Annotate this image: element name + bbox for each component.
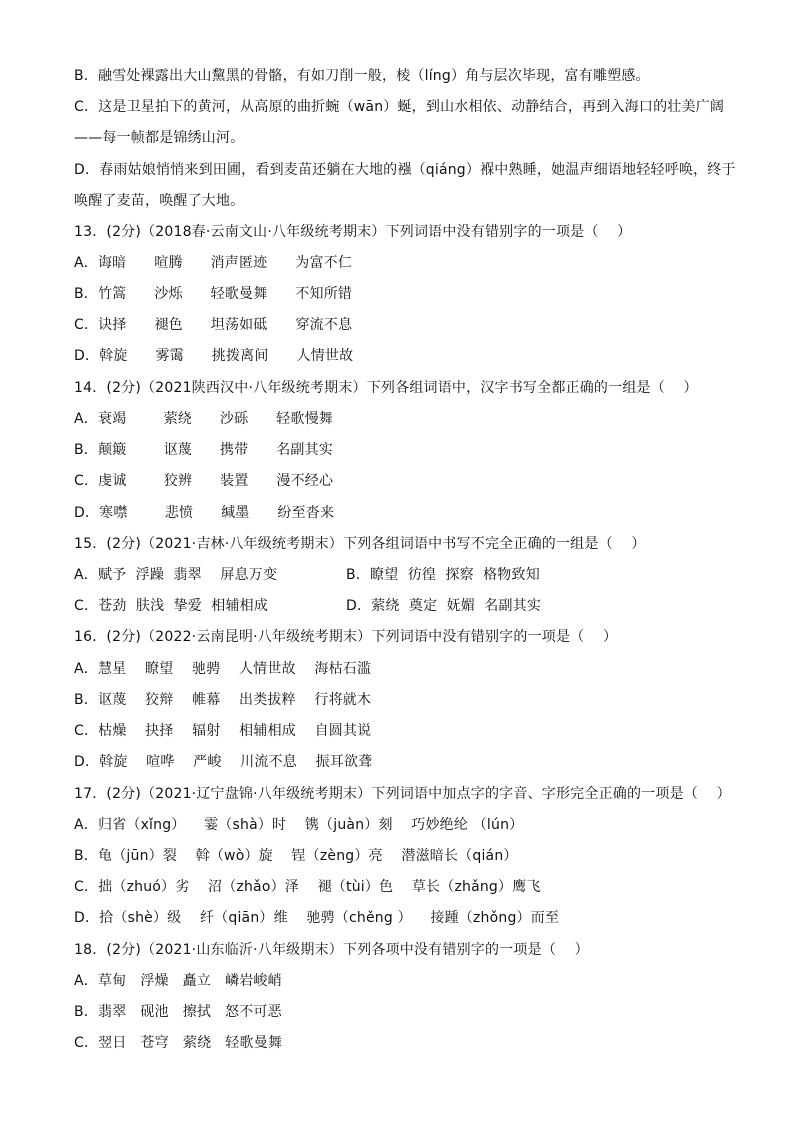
q18-option-c: C．翌日 苍穹 萦绕 轻歌曼舞: [74, 1035, 283, 1051]
q13-option-a: A．诲暗 喧腾 消声匿迹 为富不仁: [74, 255, 353, 271]
q18-option-b: B．翡翠 砚池 擦拭 怒不可恶: [74, 1004, 282, 1020]
q14-option-b: B．颠簸 讴蔑 携带 名副其实: [74, 442, 334, 458]
q14-stem: 14．(2分)（2021陕西汉中·八年级统考期末）下列各组词语中，汉字书写全都正确的一组是（ ）: [74, 380, 698, 396]
q15-option-a: A．赋予 浮躁 翡翠 屏息万变: [74, 567, 278, 583]
q16-option-a: A．慧星 瞭望 驰骋 人情世故 海枯石滥: [74, 661, 372, 677]
q13-option-d: D．斡旋 雾霭 挑拨离间 人情世故: [74, 348, 354, 364]
q15-option-c: C．苍劲 肤浅 挚爱 相辅相成: [74, 598, 269, 614]
q16-option-b: B．讴蔑 狡辩 帷幕 出类拔粹 行将就木: [74, 692, 372, 708]
q18-stem: 18．(2分)（2021·山东临沂·八年级期末）下列各项中没有错别字的一项是（ ）: [74, 942, 589, 958]
q12-option-c-line2: ——每一帧都是锦绣山河。: [74, 130, 245, 146]
q12-option-d-line2: 唤醒了麦苗，唤醒了大地。: [74, 193, 245, 209]
q16-stem: 16．(2分)（2022·云南昆明·八年级统考期末）下列词语中没有错别字的一项是（ ）: [74, 629, 618, 645]
q15-option-b: B．瞭望 彷徨 探察 格物致知: [346, 567, 540, 583]
q17-option-a: A．归省（xǐng） 霎（shà）时 镌（juàn）刻 巧妙绝纶 （lún）: [74, 817, 524, 833]
q17-option-c: C．拙（zhuó）劣 沼（zhǎo）泽 褪（tùi）色 草长（zhǎng）鹰飞: [74, 879, 541, 895]
q12-option-d-line1: D．春雨姑娘悄悄来到田圃，看到麦苗还躺在大地的襁（qiáng）褓中熟睡，她温声细语地轻轻呼唤，终于: [74, 162, 736, 178]
q16-option-d: D．斡旋 喧哗 严峻 川流不息 振耳欲聋: [74, 754, 373, 770]
q15-option-d: D．萦绕 奠定 妩媚 名副其实: [346, 598, 542, 614]
q15-stem: 15．(2分)（2021·吉林·八年级统考期末）下列各组词语中书写不完全正确的一组是（ ）: [74, 536, 646, 552]
q18-option-a: A．草甸 浮燥 矗立 嶙岩峻峭: [74, 973, 282, 989]
q14-option-d: D．寒噤 悲愤 缄墨 纷至沓来: [74, 505, 335, 521]
q16-option-c: C．枯燥 抉择 辐射 相辅相成 自圆其说: [74, 723, 372, 739]
q14-option-c: C．虔诚 狡辨 装置 漫不经心: [74, 473, 334, 489]
q14-option-a: A．衰竭 萦绕 沙砾 轻歌慢舞: [74, 411, 333, 427]
q17-stem: 17．(2分)（2021·辽宁盘锦·八年级统考期末）下列词语中加点字的字音、字形完全正确的一项是（ ）: [74, 786, 731, 802]
q17-option-b: B．龟（jūn）裂 斡（wò）旋 锃（zèng）亮 潜滋暗长（qián）: [74, 848, 518, 864]
q13-option-c: C．诀择 褪色 坦荡如砥 穿流不息: [74, 317, 353, 333]
q12-option-b: B．融雪处裸露出大山黧黑的骨骼，有如刀削一般，棱（líng）角与层次毕现，富有雕塑感。: [74, 68, 650, 84]
q17-option-d: D．拾（shè）级 纤（qiān）维 驰骋（chěng ） 接踵（zhǒng）而至: [74, 910, 560, 926]
q13-stem: 13．(2分)（2018春·云南文山·八年级统考期末）下列词语中没有错别字的一项是（ ）: [74, 224, 632, 240]
q13-option-b: B．竹篙 沙烁 轻歌曼舞 不知所错: [74, 286, 353, 302]
q12-option-c-line1: C．这是卫星拍下的黄河，从高原的曲折蜿（wān）蜒，到山水相依、动静结合，再到入海口的壮美广阔: [74, 99, 725, 115]
